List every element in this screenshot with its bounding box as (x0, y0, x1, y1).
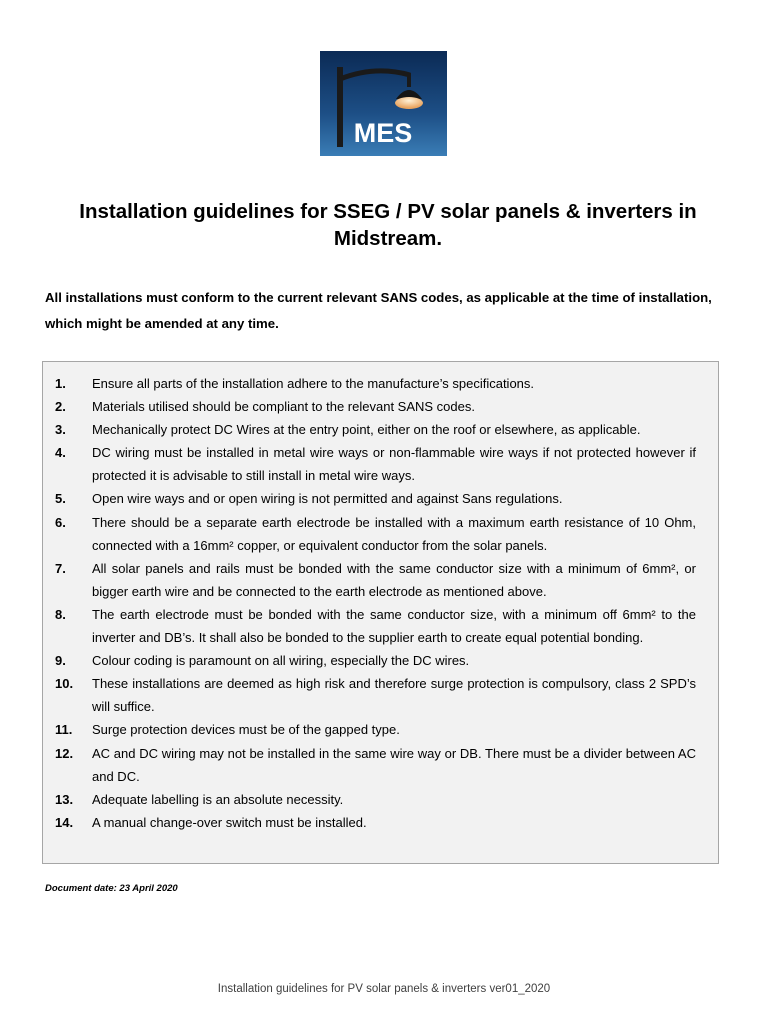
item-text: The earth electrode must be bonded with the same conductor size, with a minimum off 6mm² to the inverter and DB’s. It shall also be bonded to the supplier earth to create equal potential bonding. (92, 606, 696, 646)
item-number: 13. (55, 791, 74, 807)
list-item (55, 372, 696, 395)
item-number: 9. (55, 653, 66, 669)
item-number: 10. (55, 676, 74, 692)
list-item (55, 742, 696, 788)
list-item (55, 418, 696, 441)
item-number: 6. (55, 514, 66, 530)
list-item (55, 811, 696, 834)
item-text: Ensure all parts of the installation adhere to the manufacture’s specifications. (92, 376, 535, 391)
guidelines-box (42, 361, 719, 864)
item-text: Mechanically protect DC Wires at the entry point, either on the roof or elsewhere, as applicable. (92, 422, 641, 438)
item-number: 5. (55, 491, 66, 507)
list-item (55, 511, 696, 557)
list-item (55, 672, 696, 718)
item-number: 8. (55, 606, 66, 622)
item-text: AC and DC wiring may not be installed in the same wire way or DB. There must be a divider between AC and DC. (92, 745, 696, 784)
street-lamp-icon (320, 51, 447, 156)
logo-text: MES (353, 118, 413, 148)
item-number: 4. (55, 445, 66, 461)
item-number: 3. (55, 422, 66, 438)
list-item (55, 487, 696, 510)
list-item (55, 718, 696, 741)
item-text: These installations are deemed as high risk and therefore surge protection is compulsory, class 2 SPD’s will suffice. (92, 676, 696, 715)
item-text: A manual change-over switch must be installed. (92, 814, 367, 830)
list-item (55, 395, 696, 418)
item-text: Adequate labelling is an absolute necessity. (92, 791, 344, 807)
list-item (55, 649, 696, 672)
document-date: Document date: 23 April 2020 (45, 883, 178, 894)
item-text: Open wire ways and or open wiring is not permitted and against Sans regulations. (92, 491, 563, 507)
list-item (55, 557, 696, 603)
guidelines-list (43, 362, 718, 834)
item-text: Materials utilised should be compliant to the relevant SANS codes. (92, 399, 475, 415)
item-text: Surge protection devices must be of the gapped type. (92, 722, 400, 738)
mes-logo (320, 51, 447, 156)
item-number: 14. (55, 814, 74, 830)
item-text: All solar panels and rails must be bonded with the same conductor size with a minimum of 6mm², or bigger earth wire and be connected to the earth electrode as mentioned above. (92, 560, 696, 599)
item-number: 11. (55, 722, 73, 738)
page-title: Installation guidelines for SSEG / PV solar panels & inverters in Midstream. (79, 200, 697, 250)
list-item (55, 441, 696, 487)
item-number: 2. (55, 399, 66, 415)
list-item (55, 788, 696, 811)
item-number: 1. (55, 376, 66, 391)
item-text: Colour coding is paramount on all wiring, especially the DC wires. (92, 653, 470, 669)
item-number: 12. (55, 745, 74, 761)
item-text: DC wiring must be installed in metal wire ways or non-flammable wire ways if not protected however if protected it is advisable to still install in metal wire ways. (92, 445, 696, 484)
list-item (55, 603, 696, 649)
page-footer: Installation guidelines for PV solar panels & inverters ver01_2020 (217, 983, 551, 995)
item-number: 7. (55, 560, 66, 576)
item-text: There should be a separate earth electrode be installed with a maximum earth resistance of 10 Ohm, connected with a 16mm² copper, or equivalent conductor from the solar panels. (92, 514, 696, 553)
intro-paragraph: All installations must conform to the current relevant SANS codes, as applicable at the time of installation, which might be amended at any time. (45, 290, 712, 331)
